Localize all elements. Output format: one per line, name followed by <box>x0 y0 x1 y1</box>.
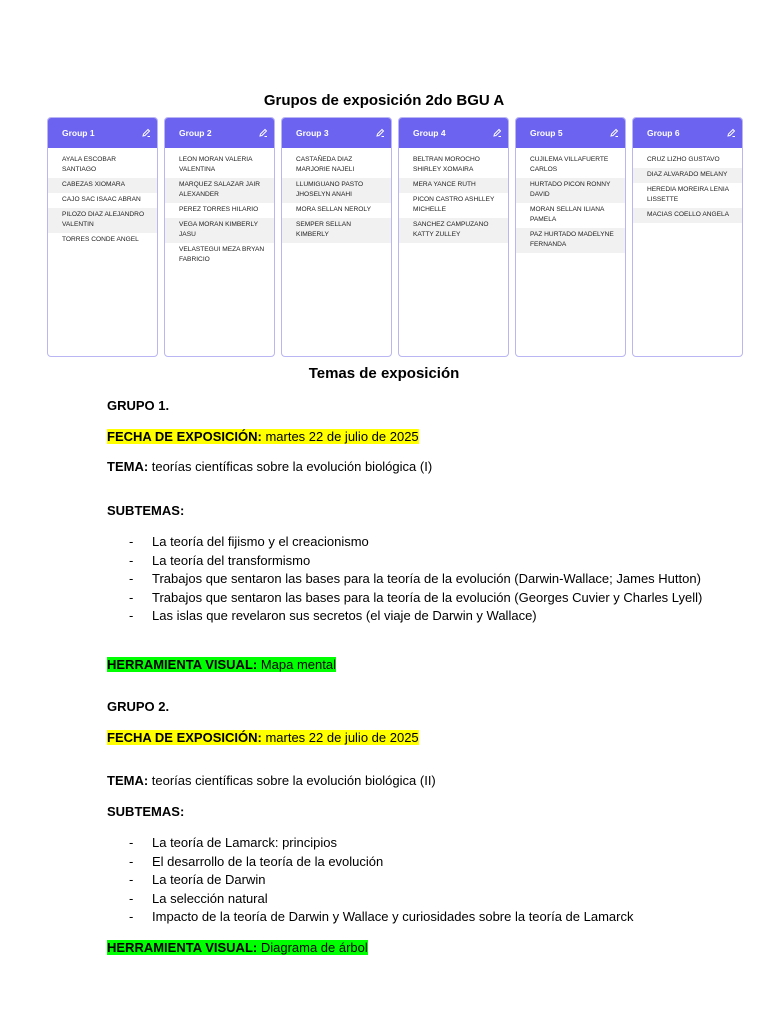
group-1-heading: GRUPO 1. <box>107 398 170 413</box>
group-1-herramienta <box>107 656 336 674</box>
list-item: CRUZ LIZHO GUSTAVO <box>647 156 720 163</box>
edit-icon[interactable] <box>609 128 619 138</box>
page-title: Grupos de exposición 2do BGU A <box>263 92 505 109</box>
edit-icon[interactable] <box>258 128 268 138</box>
fecha-value: martes 22 de julio de 2025 <box>261 730 419 745</box>
member-list <box>48 148 157 248</box>
herramienta-value: Diagrama de árbol <box>257 940 368 955</box>
group-2-herramienta <box>107 939 368 957</box>
group-card-1 <box>47 117 158 357</box>
group-header[interactable] <box>516 118 625 148</box>
list-item: AYALA ESCOBAR SANTIAGO <box>62 156 116 173</box>
edit-icon[interactable] <box>726 128 736 138</box>
list-item: BELTRAN MOROCHO SHIRLEY XOMAIRA <box>413 156 480 173</box>
list-item: - Impacto de la teoría de Darwin y Wallace y curiosidades sobre la teoría de Lamarck <box>107 908 752 927</box>
tema-value: teorías científicas sobre la evolución biológica (II) <box>148 773 436 788</box>
list-item: CAJO SAC ISAAC ABRAN <box>62 196 141 203</box>
edit-icon[interactable] <box>492 128 502 138</box>
list-item: VELASTEGUI MEZA BRYAN FABRICIO <box>179 246 265 263</box>
group-name: Group 4 <box>413 128 446 138</box>
group-1-subtemas-list <box>107 533 752 626</box>
list-item: PEREZ TORRES HILARIO <box>179 206 259 213</box>
list-item: CABEZAS XIOMARA <box>48 178 157 193</box>
list-item: PICON CASTRO ASHLLEY MICHELLE <box>413 196 495 213</box>
group-name: Group 1 <box>62 128 95 138</box>
group-header[interactable] <box>165 118 274 148</box>
list-item: LLUMIGUANO PASTO JHOSELYN ANAHI <box>282 178 391 203</box>
tema-label: TEMA: <box>107 459 149 474</box>
list-item: MACIAS COELLO ANGELA <box>633 208 742 223</box>
groups-board <box>47 117 743 358</box>
member-list <box>282 148 391 243</box>
fecha-label: FECHA DE EXPOSICIÓN: <box>107 429 262 444</box>
list-item: - La teoría de Darwin <box>107 871 752 890</box>
list-item: - Las islas que revelaron sus secretos (el viaje de Darwin y Wallace) <box>107 607 752 626</box>
group-2-subtemas-label: SUBTEMAS: <box>107 804 185 819</box>
list-item: VEGA MORAN KIMBERLY JASU <box>165 218 274 243</box>
group-header[interactable] <box>399 118 508 148</box>
list-item: HURTADO PICON RONNY DAVID <box>516 178 625 203</box>
group-2-subtemas-list <box>107 834 752 927</box>
herramienta-value: Mapa mental <box>257 657 336 672</box>
member-list <box>165 148 274 268</box>
group-card-2 <box>164 117 275 357</box>
list-item: - El desarrollo de la teoría de la evolución <box>107 853 752 872</box>
list-item: PAZ HURTADO MADELYNE FERNANDA <box>516 228 625 253</box>
group-1-fecha <box>107 428 419 446</box>
group-header[interactable] <box>633 118 742 148</box>
list-item: - La teoría del transformismo <box>107 552 752 571</box>
group-name: Group 5 <box>530 128 563 138</box>
group-card-6 <box>632 117 743 357</box>
group-card-5 <box>515 117 626 357</box>
list-item: MORA SELLAN NEROLY <box>296 206 371 213</box>
list-item: TORRES CONDE ANGEL <box>62 236 139 243</box>
list-item: DIAZ ALVARADO MELANY <box>633 168 742 183</box>
tema-label: TEMA: <box>107 773 149 788</box>
list-item: SEMPER SELLAN KIMBERLY <box>282 218 391 243</box>
list-item: CUJILEMA VILLAFUERTE CARLOS <box>530 156 609 173</box>
list-item: - La teoría de Lamarck: principios <box>107 834 752 853</box>
list-item: PILOZO DIAZ ALEJANDRO VALENTIN <box>48 208 157 233</box>
list-item: - La teoría del fijismo y el creacionismo <box>107 533 752 552</box>
list-item: LEON MORAN VALERIA VALENTINA <box>179 156 253 173</box>
list-item: - Trabajos que sentaron las bases para la teoría de la evolución (Darwin-Wallace; James Hutton) <box>107 570 752 589</box>
list-item: - La selección natural <box>107 890 752 909</box>
section-title: Temas de exposición <box>308 365 460 382</box>
group-name: Group 3 <box>296 128 329 138</box>
group-1-subtemas-label: SUBTEMAS: <box>107 503 185 518</box>
list-item: MERA YANCE RUTH <box>399 178 508 193</box>
fecha-value: martes 22 de julio de 2025 <box>261 429 419 444</box>
group-2-tema <box>107 772 436 790</box>
member-list <box>633 148 742 223</box>
fecha-label: FECHA DE EXPOSICIÓN: <box>107 730 262 745</box>
group-header[interactable] <box>282 118 391 148</box>
group-card-4 <box>398 117 509 357</box>
member-list <box>516 148 625 253</box>
edit-icon[interactable] <box>375 128 385 138</box>
group-2-fecha <box>107 729 419 747</box>
list-item: - Trabajos que sentaron las bases para la teoría de la evolución (Georges Cuvier y Charles Lyell) <box>107 589 752 608</box>
list-item: SANCHEZ CAMPUZANO KATTY ZULLEY <box>399 218 508 243</box>
list-item: CASTAÑEDA DIAZ MARJORIE NAJELI <box>296 156 355 173</box>
herramienta-label: HERRAMIENTA VISUAL: <box>107 657 258 672</box>
group-2-heading: GRUPO 2. <box>107 699 170 714</box>
group-name: Group 2 <box>179 128 212 138</box>
list-item: HEREDIA MOREIRA LENIA LISSETTE <box>647 186 729 203</box>
tema-value: teorías científicas sobre la evolución biológica (I) <box>148 459 433 474</box>
group-card-3 <box>281 117 392 357</box>
list-item: MARQUEZ SALAZAR JAIR ALEXANDER <box>165 178 274 203</box>
member-list <box>399 148 508 243</box>
herramienta-label: HERRAMIENTA VISUAL: <box>107 940 258 955</box>
group-name: Group 6 <box>647 128 680 138</box>
group-header[interactable] <box>48 118 157 148</box>
edit-icon[interactable] <box>141 128 151 138</box>
group-1-tema <box>107 458 432 476</box>
list-item: MORAN SELLAN ILIANA PAMELA <box>530 206 605 223</box>
